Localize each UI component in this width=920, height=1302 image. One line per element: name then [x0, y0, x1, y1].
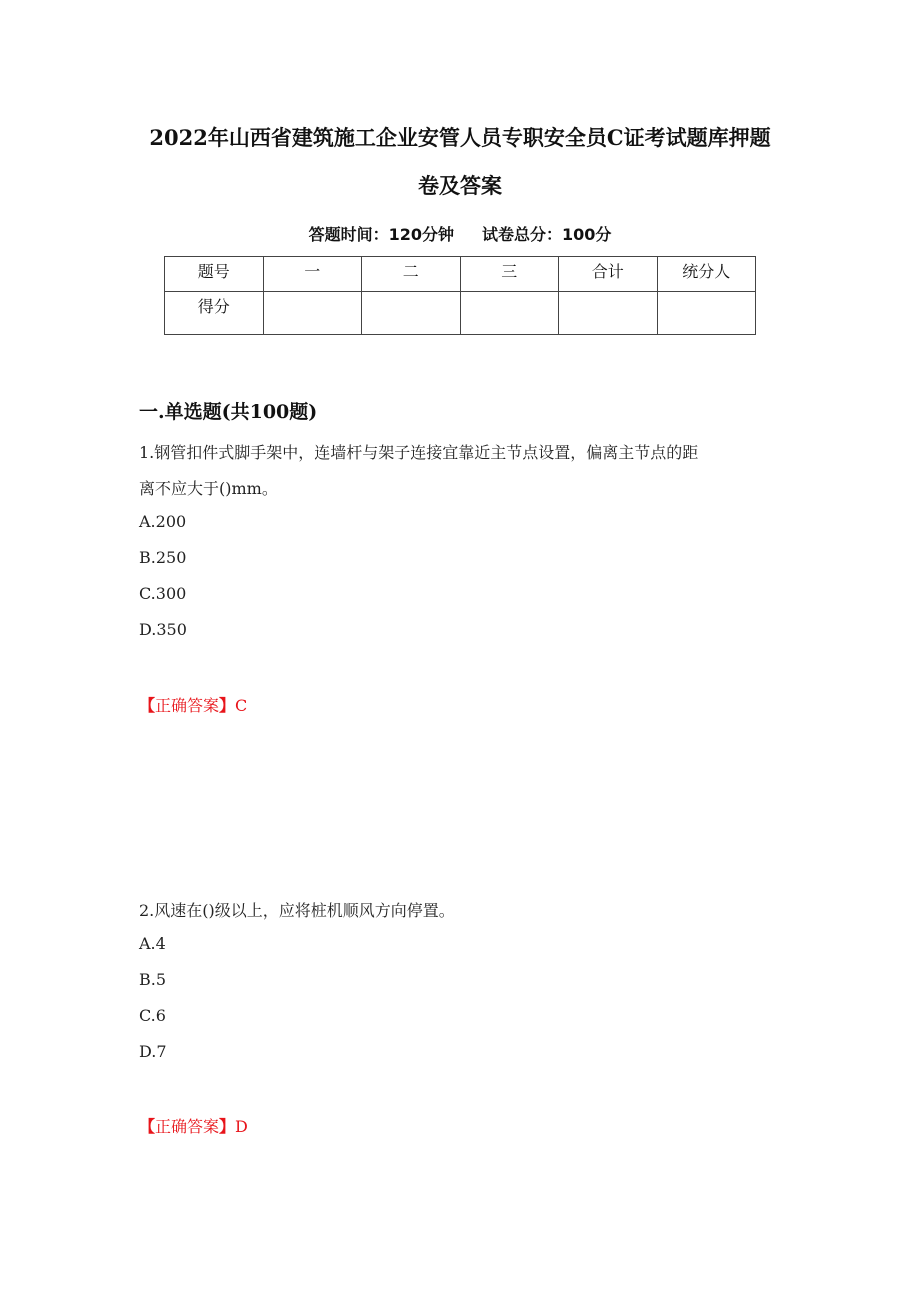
score-row-label: 得分 [165, 292, 264, 335]
answer-close-bracket: 】 [219, 1117, 236, 1136]
question-2-option-a: A.4 [139, 934, 166, 953]
score-cell [263, 292, 362, 335]
score-table-header-row [165, 257, 756, 292]
answer-label: 正确答案 [155, 1117, 220, 1136]
exam-meta [0, 222, 920, 245]
answer-value: C [235, 696, 248, 715]
score-cell [362, 292, 461, 335]
score-cell [657, 292, 756, 335]
question-2-option-c: C.6 [139, 1006, 166, 1025]
score-table-header: 合计 [559, 257, 658, 292]
question-1-option-d: D.350 [139, 620, 187, 639]
score-table-header: 三 [460, 257, 559, 292]
score-cell [460, 292, 559, 335]
question-1-answer [139, 693, 247, 716]
score-table-score-row [165, 292, 756, 335]
question-2-option-d: D.7 [139, 1042, 167, 1061]
question-1-stem-line-2: 离不应大于()mm。 [139, 479, 278, 498]
exam-total-score: 试卷总分：100分 [482, 225, 612, 244]
question-2-option-b: B.5 [139, 970, 167, 989]
answer-close-bracket: 】 [219, 696, 236, 715]
answer-open-bracket: 【 [139, 696, 156, 715]
question-1-stem-line-1: 1.钢管扣件式脚手架中，连墙杆与架子连接宜靠近主节点设置，偏离主节点的距 [139, 443, 699, 462]
document-title-line-2: 卷及答案 [418, 173, 502, 198]
score-table-header: 题号 [165, 257, 264, 292]
question-2-stem-line-1: 2.风速在()级以上，应将桩机顺风方向停置。 [139, 901, 455, 920]
score-table-header: 二 [362, 257, 461, 292]
section-title: 一.单选题(共100题) [139, 401, 318, 423]
answer-value: D [235, 1117, 248, 1136]
answer-open-bracket: 【 [139, 1117, 156, 1136]
exam-time: 答题时间：120分钟 [308, 225, 454, 244]
question-1-option-c: C.300 [139, 584, 187, 603]
score-table-header: 统分人 [657, 257, 756, 292]
answer-label: 正确答案 [155, 696, 220, 715]
score-cell [559, 292, 658, 335]
score-table-header: 一 [263, 257, 362, 292]
question-1-option-a: A.200 [139, 512, 187, 531]
document-title-line-1: 2022年山西省建筑施工企业安管人员专职安全员C证考试题库押题 [149, 125, 771, 150]
question-1-option-b: B.250 [139, 548, 187, 567]
question-2-answer [139, 1114, 248, 1137]
score-table [164, 256, 756, 335]
